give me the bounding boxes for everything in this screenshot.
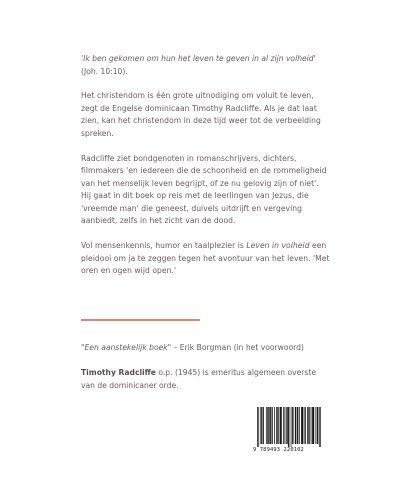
book-title: Leven in volheid — [246, 241, 310, 250]
epigraph — [81, 53, 331, 78]
divider-line — [81, 319, 200, 321]
author-name: Timothy Radcliffe — [81, 368, 156, 377]
barcode — [251, 403, 327, 455]
epigraph-reference: (Joh. 10:10). — [81, 66, 128, 76]
review — [81, 342, 341, 355]
barcode-digits: 9 789493 220102 — [253, 447, 304, 453]
review-attribution: – Erik Borgman (in het voorwoord) — [171, 343, 304, 352]
blurb — [81, 90, 331, 278]
closing-before: Vol mensenkennis, humor en taalplezier is — [81, 241, 247, 250]
epigraph-quote: 'Ik ben gekomen om hun het leven te geven in al zijn volheid' — [81, 54, 316, 63]
author-bio-text: o.p. (1945) is emeritus algemeen overste van de dominicaner orde. — [81, 368, 316, 390]
closing-after: een pleidooi om ja te zeggen tegen het avontuur van het leven. 'Met oren en ogen wijd open.' — [81, 241, 330, 275]
blurb-paragraph-2: Radcliffe ziet bondgenoten in romanschrijvers, dichters, filmmakers 'en iedereen die de schoonheid en de rommeligheid van het menselijk leven begrijpt, of ze nu gelovig zijn of niet'. Hij gaat in dit boek op reis met de leerlingen van Jezus, die 'vreemde man' die geneest, duivels uitdrijft en vergeving aanbiedt, zelfs in het zicht van de dood. — [81, 153, 327, 225]
barcode-bars — [257, 407, 321, 447]
review-quote: "Een aanstekelijk boek" — [81, 343, 172, 352]
blurb-paragraph-3 — [81, 240, 331, 278]
blurb-paragraph-1: Het christendom is één grote uitnodiging om voluit te leven, zegt de Engelse dominicaan Timothy Radcliffe. Als je dat laat zien, kan het christendom in deze tijd weer tot de verbeelding spreken. — [81, 91, 321, 138]
author-bio — [81, 367, 331, 392]
